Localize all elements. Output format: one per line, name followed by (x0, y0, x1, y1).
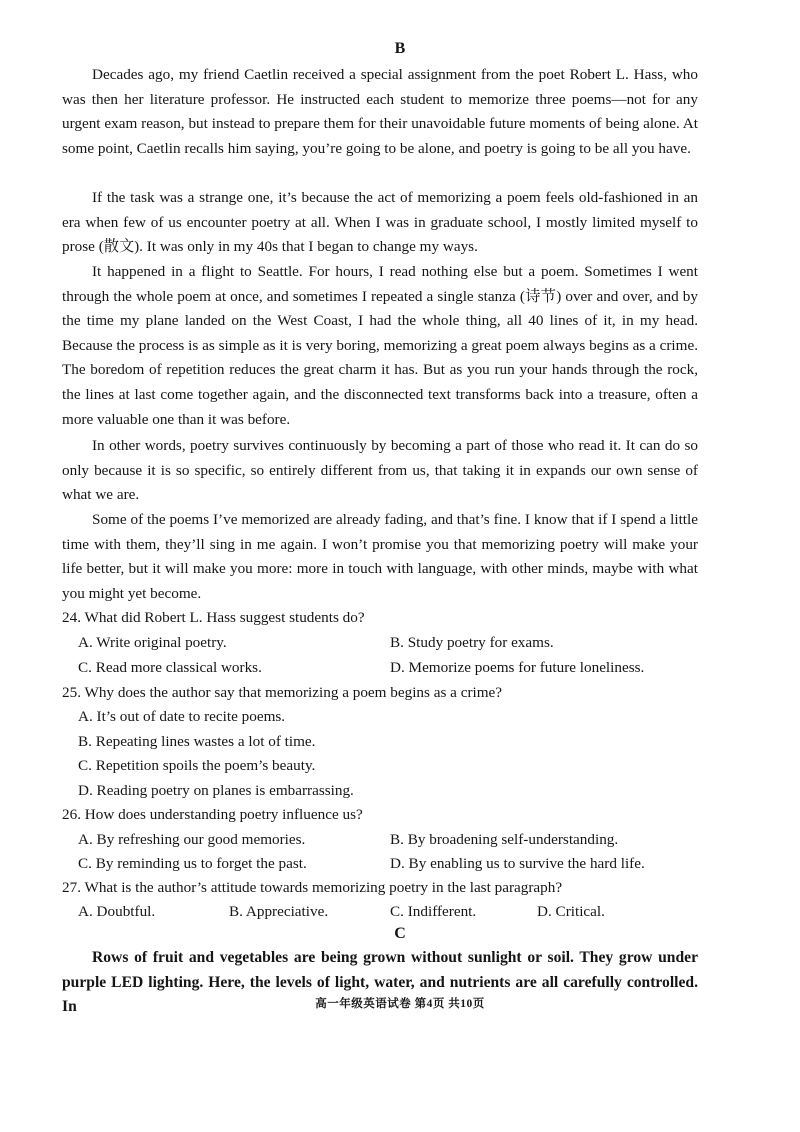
passage-b-paragraph-5: Some of the poems I’ve memorized are already fading, and that’s fine. I know that if I spend a little time with them, they’ll sing in me again. I won’t promise you that memorizing poetry will make your life better, but it will make you more: more in touch with language, with other minds, maybe with what you might yet become. (62, 511, 698, 602)
question-24-option-d[interactable]: D. Memorize poems for future loneliness. (390, 659, 645, 676)
question-25-option-c[interactable]: C. Repetition spoils the poem’s beauty. (78, 757, 316, 774)
question-25-option-b[interactable]: B. Repeating lines wastes a lot of time. (78, 733, 316, 750)
question-26-option-a[interactable]: A. By refreshing our good memories. (78, 831, 306, 848)
question-25-option-a[interactable]: A. It’s out of date to recite poems. (78, 708, 286, 725)
question-26-option-c[interactable]: C. By reminding us to forget the past. (78, 855, 307, 872)
question-27-option-c[interactable]: C. Indifferent. (390, 903, 477, 920)
passage-b-paragraph-3: It happened in a flight to Seattle. For hours, I read nothing else but a poem. Sometimes I went through the whole poem at once, and sometimes I repeated a single stanza (诗节) over and over, and by the time my plane landed on the West Coast, I had the whole thing, all 40 lines of it, in my head. Because the process is as simple as it is very boring, memorizing a great poem always begins as a crime. The boredom of repetition reduces the great charm it has. But as you run your hands through the rock, the lines at last come together again, and the disconnected text transforms back into a treasure, often a more valuable one than it was before. (62, 263, 698, 428)
passage-b-paragraph-4: In other words, poetry survives continuously by becoming a part of those who read it. It can do so only because it is so specific, so entirely different from us, that taking it in expands our own sense of what we are. (62, 437, 698, 504)
question-24-option-c[interactable]: C. Read more classical works. (78, 659, 262, 676)
question-24-option-b[interactable]: B. Study poetry for exams. (390, 634, 554, 651)
passage-b-paragraph-1: Decades ago, my friend Caetlin received a special assignment from the poet Robert L. Hass, who was then her literature professor. He instructed each student to memorize three poems—not for any urgent exam reason, but instead to prepare them for their unavoidable future moments of being alone. At some point, Caetlin recalls him saying, you’re going to be alone, and poetry is going to be all you have. (62, 66, 698, 157)
question-24-stem: 24. What did Robert L. Hass suggest students do? (62, 609, 365, 626)
question-27-stem: 27. What is the author’s attitude towards memorizing poetry in the last paragraph? (62, 879, 563, 896)
page-footer: 高一年级英语试卷 第4页 共10页 (315, 998, 485, 1010)
question-26-option-d[interactable]: D. By enabling us to survive the hard life. (390, 855, 645, 872)
passage-b-paragraph-2: If the task was a strange one, it’s because the act of memorizing a poem feels old-fashioned in an era when few of us encounter poetry at all. When I was in graduate school, I mostly limited myself to prose (散文). It was only in my 40s that I began to change my ways. (62, 189, 698, 256)
question-27-option-a[interactable]: A. Doubtful. (78, 903, 156, 920)
question-26-option-b[interactable]: B. By broadening self-understanding. (390, 831, 619, 848)
passage-c-paragraph-1: Rows of fruit and vegetables are being grown without sunlight or soil. They grow under purple LED lighting. Here, the levels of light, water, and nutrients are all carefully controlled. In (62, 949, 698, 1016)
question-27-option-d[interactable]: D. Critical. (537, 903, 605, 920)
question-25-option-d[interactable]: D. Reading poetry on planes is embarrassing. (78, 782, 354, 799)
question-26-stem: 26. How does understanding poetry influence us? (62, 806, 363, 823)
question-24-option-a[interactable]: A. Write original poetry. (78, 634, 227, 651)
question-27-option-b[interactable]: B. Appreciative. (229, 903, 329, 920)
section-c-label: C (394, 925, 406, 942)
section-b-label: B (394, 40, 406, 57)
question-25-stem: 25. Why does the author say that memorizing a poem begins as a crime? (62, 684, 503, 701)
